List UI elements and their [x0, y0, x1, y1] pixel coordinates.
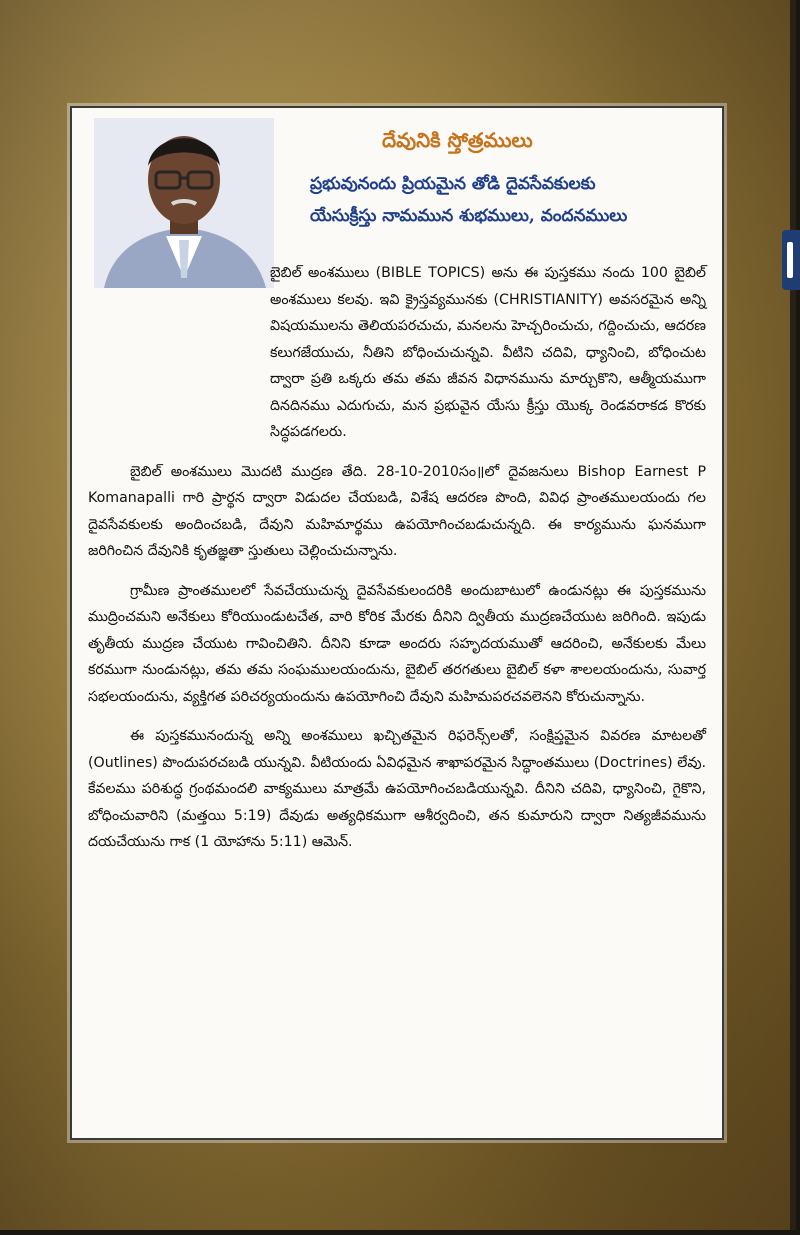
greeting-line-1: ప్రభువునందు ప్రియమైన తోడి దైవసేవకులకు: [310, 174, 596, 194]
body-text: [88, 260, 706, 869]
paragraph-1: బైబిల్ అంశములు (BIBLE TOPICS) అను ఈ పుస్తకము నందు 100 బైబిల్ అంశములు కలవు. ఇవి క్రైస్తవ్యమునకు (CHRISTIANITY) అవసరమైన అన్ని విషయములను తెలియపరచుచు, మనలను హెచ్చరించుచు, గద్దించుచు, ఆదరణ కలుగజేయుచు, నీతిని బోధించుచున్నవి. వీటిని చదివి, ధ్యానించి, బోధించుట ద్వారా ప్రతి ఒక్కరు తమ తమ జీవన విధానమును మార్చుకొని, ఆత్మీయముగా దినదినము ఎదుగుచు, మన ప్రభువైన యేసు క్రీస్తు యొక్క రెండవరాకడ కొరకు సిద్ధపడగలరు.: [270, 265, 706, 440]
paragraph-2: బైబిల్ అంశములు మొదటి ముద్రణ తేది. 28-10-2010సం॥లో దైవజనులు Bishop Earnest P Komanapalli గారి ప్రార్థన ద్వారా విడుదల చేయబడి, విశేష ఆదరణ పొంది, వివిధ ప్రాంతములయందు గల దైవసేవకులకు అందించబడి, దేవుని మహిమార్థము ఉపయోగించబడుచున్నది. ఈ కార్యమును ఘనముగా జరిగించిన దేవునికి కృతజ్ఞతా స్తుతులు చెల్లించుచున్నాను.: [88, 463, 706, 559]
paragraph-4: ఈ పుస్తకమునందున్న అన్ని అంశములు ఖచ్చితమైన రిఫరెన్స్‌లతో, సంక్షిప్తమైన వివరణ మాటలతో (Outlines) పొందుపరచబడి యున్నవి. వీటియందు ఏవిధమైన శాఖాపరమైన సిద్ధాంతములు (Doctrines) లేవు. కేవలము పరిశుద్ధ గ్రంథమందలి వాక్యములు మాత్రమే ఉపయోగించబడియున్నవి. దీనిని చదివి, ధ్యానించి, గైకొని, బోధించువారిని (మత్తయి 5:19) దేవుడు అత్యధికముగా ఆశీర్వదించి, తన కుమారుని ద్వారా నిత్యజీవమును దయచేయును గాక (1 యోహాను 5:11) ఆమెన్.: [88, 728, 706, 850]
spine-edge: [782, 230, 800, 290]
paragraph-3: గ్రామీణ ప్రాంతములలో సేవచేయుచున్న దైవసేవకులందరికి అందుబాటులో ఉండునట్లు ఈ పుస్తకమును ముద్రించమని అనేకులు కోరియుండుటచేత, వారి కోరిక మేరకు దీనిని ద్వితీయ ముద్రణచేయుట జరిగింది. ఇపుడు తృతీయ ముద్రణ చేయుట గావించితిని. దీనిని కూడా అందరు సహృదయముతో ఆదరించి, అనేకులకు మేలు కరముగా నుండునట్లు, తమ తమ సంఘములయందును, బైబిల్ తరగతులు బైబిల్ కళా శాలలయందును, సువార్త సభలయందును, వ్యక్తిగత పరిచర్యయందును ఉపయోగించి దేవుని మహిమపరచవలెనని కోరుచున్నాను.: [88, 582, 706, 705]
message-panel: [70, 106, 724, 1140]
page-title: దేవునికి స్తోత్రములు: [382, 128, 533, 152]
greeting-line-2: యేసుక్రీస్తు నామమున శుభములు, వందనములు: [310, 206, 628, 226]
